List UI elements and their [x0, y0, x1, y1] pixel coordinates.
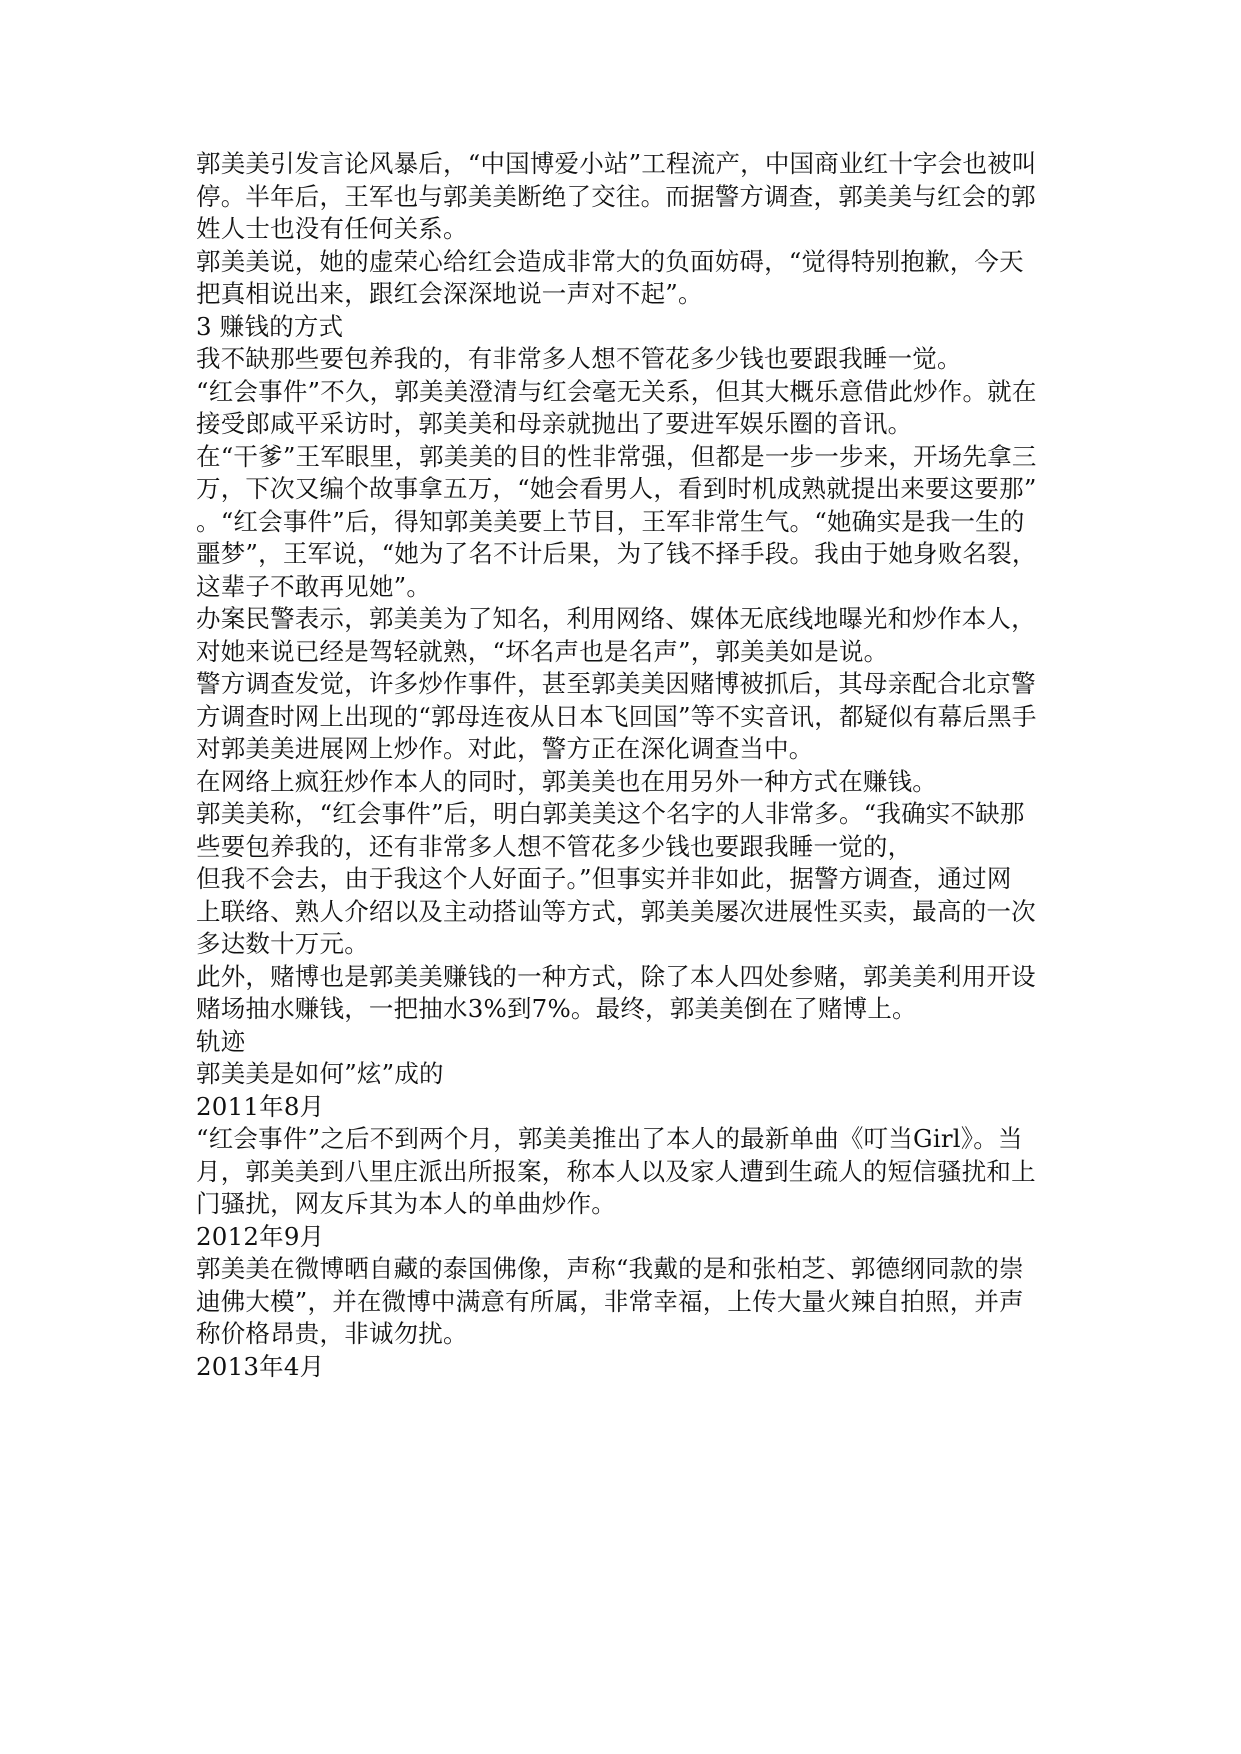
- text-line: 多达数十万元。: [196, 929, 369, 958]
- text-line: 上联络、熟人介绍以及主动搭讪等方式，郭美美屡次进展性买卖，最高的一次: [196, 896, 1036, 926]
- section-heading: 轨迹: [196, 1026, 246, 1056]
- text-line: 这辈子不敢再见她”。: [196, 571, 432, 601]
- text-line: 万，下次又编个故事拿五万，“她会看男人，看到时机成熟就提出来要这要那”: [196, 474, 1037, 503]
- section-heading: 3 赚钱的方式: [196, 311, 344, 341]
- text-line: 方调查时网上出现的“郭母连夜从日本飞回国”等不实音讯，都疑似有幕后黑手: [196, 701, 1037, 731]
- text-line: 我不缺那些要包养我的，有非常多人想不管花多少钱也要跟我睡一觉。: [196, 344, 962, 373]
- text-line: 警方调查发觉，许多炒作事件，甚至郭美美因赌博被抓后，其母亲配合北京警: [196, 669, 1036, 698]
- text-line: 但我不会去，由于我这个人好面子。”但事实并非如此，据警方调查，通过网: [196, 864, 1012, 893]
- text-line: 办案民警表示，郭美美为了知名，利用网络、媒体无底线地曝光和炒作本人，: [196, 604, 1036, 633]
- text-line: 在网络上疯狂炒作本人的同时，郭美美也在用另外一种方式在赚钱。: [196, 766, 937, 796]
- text-line: 在“干爹”王军眼里，郭美美的目的性非常强，但都是一步一步来，开场先拿三: [196, 441, 1037, 471]
- text-line: 郭美美称，“红会事件”后，明白郭美美这个名字的人非常多。“我确实不缺那: [196, 799, 1025, 828]
- date-heading: 2012年9月: [196, 1221, 325, 1251]
- subheading: 郭美美是如何”炫”成的: [196, 1059, 444, 1088]
- text-line: “红会事件”之后不到两个月，郭美美推出了本人的最新单曲《叮当Girl》。当: [196, 1124, 1023, 1153]
- text-line: 姓人士也没有任何关系。: [196, 214, 468, 243]
- text-line: 。“红会事件”后，得知郭美美要上节目，王军非常生气。“她确实是我一生的: [196, 506, 1025, 536]
- text-line: 噩梦”，王军说，“她为了名不计后果，为了钱不择手段。我由于她身败名裂，: [196, 539, 1037, 568]
- text-line: 对郭美美进展网上炒作。对此，警方正在深化调查当中。: [196, 734, 814, 763]
- text-line: 对她来说已经是驾轻就熟，“坏名声也是名声”，郭美美如是说。: [196, 636, 889, 666]
- text-line: 把真相说出来，跟红会深深地说一声对不起”。: [196, 279, 703, 308]
- text-line: 迪佛大模”，并在微博中满意有所属，非常幸福，上传大量火辣自拍照，并声: [196, 1286, 1024, 1316]
- document-body: [196, 148, 1056, 1383]
- text-line: 月，郭美美到八里庄派出所报案，称本人以及家人遭到生疏人的短信骚扰和上: [196, 1156, 1036, 1186]
- text-line: 称价格昂贵，非诚勿扰。: [196, 1319, 468, 1348]
- date-heading: 2011年8月: [196, 1091, 325, 1121]
- text-line: 些要包养我的，还有非常多人想不管花多少钱也要跟我睡一觉的，: [196, 831, 913, 861]
- text-line: 门骚扰，网友斥其为本人的单曲炒作。: [196, 1189, 616, 1218]
- text-line: 郭美美引发言论风暴后，“中国博爱小站”工程流产，中国商业红十字会也被叫: [196, 149, 1037, 178]
- text-line: 停。半年后，王军也与郭美美断绝了交往。而据警方调查，郭美美与红会的郭: [196, 181, 1036, 211]
- text-line: 郭美美说，她的虚荣心给红会造成非常大的负面妨碍，“觉得特别抱歉，今天: [196, 246, 1024, 276]
- text-line: 接受郎咸平采访时，郭美美和母亲就抛出了要进军娱乐圈的音讯。: [196, 409, 913, 438]
- date-heading: 2013年4月: [196, 1351, 325, 1381]
- text-line: 赌场抽水赚钱，一把抽水3%到7%。最终，郭美美倒在了赌博上。: [196, 994, 917, 1023]
- text-line: 此外，赌博也是郭美美赚钱的一种方式，除了本人四处参赌，郭美美利用开设: [196, 961, 1036, 991]
- text-line: “红会事件”不久，郭美美澄清与红会毫无关系，但其大概乐意借此炒作。就在: [196, 376, 1037, 406]
- text-line: 郭美美在微博晒自藏的泰国佛像，声称“我戴的是和张柏芝、郭德纲同款的崇: [196, 1254, 1024, 1283]
